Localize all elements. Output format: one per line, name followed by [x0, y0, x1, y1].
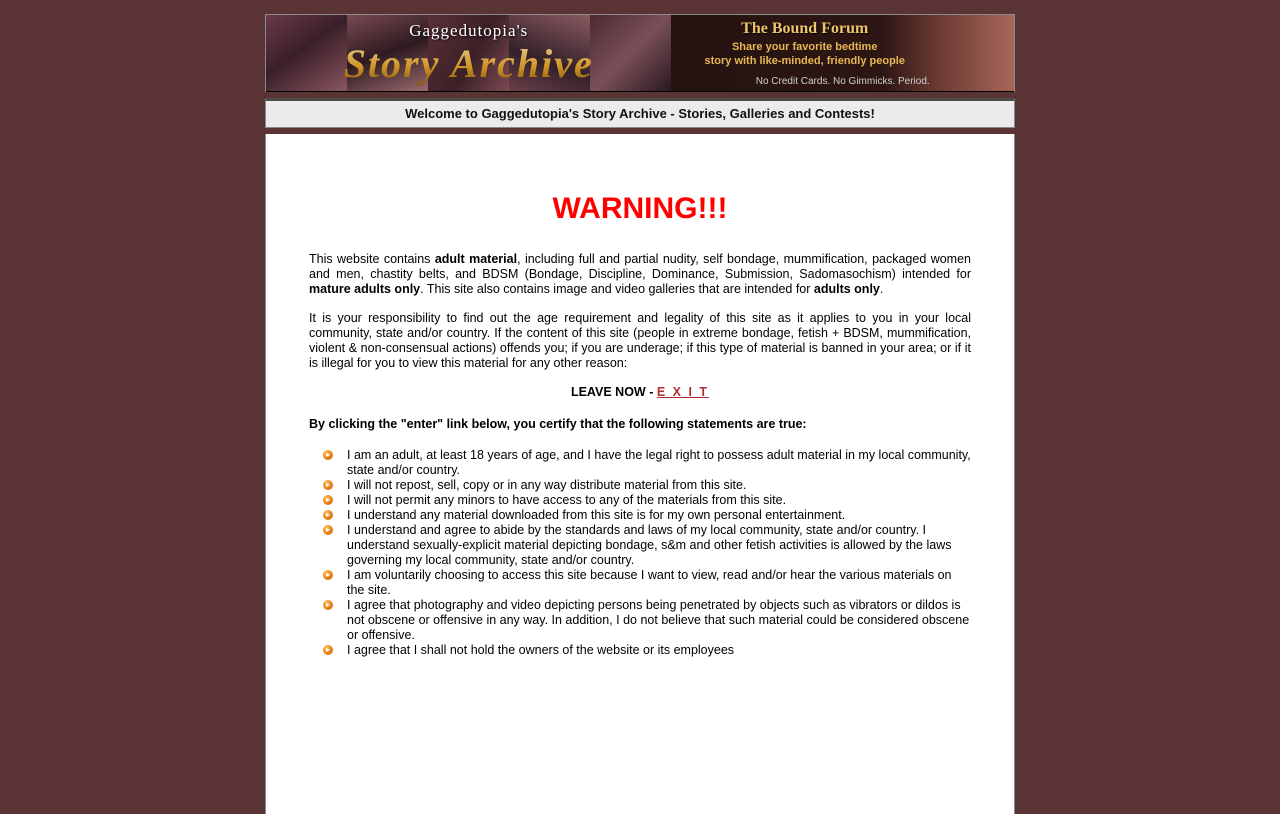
page-container	[265, 14, 1015, 814]
header-photo-1	[266, 15, 347, 91]
statement-text: I understand and agree to abide by the standards and laws of my local community, state and/or country. I understand sexually-explicit material depicting bondage, s&m and other fetish activities is allowed by the laws governing my local community, state and/or country.	[347, 523, 952, 567]
arrow-bullet-icon	[323, 570, 333, 580]
list-item	[335, 448, 971, 478]
header-photo-3	[428, 15, 509, 91]
para1-part1: This website contains	[309, 252, 435, 266]
ad-line-1: Share your favorite bedtime	[731, 41, 878, 53]
responsibility-paragraph: It is your responsibility to find out the age requirement and legality of this site as it applies to you in your local community, state and/or country. If the content of this site (people in extreme bondage, fetish + BDSM, mummification, violent & non-consensual actions) offends you; if you are underage; if this type of material is banned in your area; or if it is illegal for you to view this material for any other reason:	[309, 311, 971, 370]
exit-link[interactable]: E X I T	[656, 385, 710, 399]
list-item	[335, 508, 971, 523]
header-photo-strip	[266, 15, 671, 91]
statement-text: I am voluntarily choosing to access this site because I want to view, read and/or hear the various materials on the site.	[347, 568, 952, 597]
arrow-bullet-icon	[323, 525, 333, 535]
statement-text: I agree that photography and video depicting persons being penetrated by objects such as vibrators or dildos is not obscene or offensive in any way. In addition, I do not believe that such material could be considered obscene or offensive.	[347, 598, 970, 642]
statement-text: I am an adult, at least 18 years of age, and I have the legal right to possess adult material in my local community, state and/or country.	[347, 448, 971, 477]
bound-forum-ad-banner[interactable]	[671, 15, 1014, 91]
certify-heading: By clicking the "enter" link below, you certify that the following statements are true:	[309, 417, 807, 431]
page-title: WARNING!!!	[552, 192, 728, 225]
para1-part3: . This site also contains image and video galleries that are intended for	[420, 282, 814, 296]
list-item	[335, 598, 971, 643]
arrow-bullet-icon	[323, 495, 333, 505]
list-item	[335, 643, 971, 658]
logo-line-1: Gaggedutopia's	[409, 21, 529, 40]
statement-text: I understand any material downloaded from this site is for my own personal entertainment.	[347, 508, 846, 522]
ad-title: The Bound Forum	[741, 20, 869, 37]
ad-line-2: story with like-minded, friendly people	[704, 55, 905, 67]
arrow-bullet-icon	[323, 600, 333, 610]
para1-part2: , including full and partial nudity, self bondage, mummification, packaged women and men, chastity belts, and BDSM (Bondage, Discipline, Dominance, Submission, Sadomasochism) intended for	[309, 252, 972, 281]
welcome-bar: Welcome to Gaggedutopia's Story Archive - Stories, Galleries and Contests!	[265, 98, 1015, 128]
main-content	[265, 134, 1015, 814]
leave-now-label: LEAVE NOW -	[570, 385, 657, 399]
statement-text: I will not repost, sell, copy or in any way distribute material from this site.	[347, 478, 747, 492]
leave-now-line	[309, 385, 971, 399]
header-photo-2	[347, 15, 428, 91]
statement-text: I agree that I shall not hold the owners of the website or its employees	[347, 643, 735, 657]
list-item	[335, 493, 971, 508]
list-item	[335, 478, 971, 493]
para1-bold1: adult material	[434, 252, 518, 266]
adult-material-paragraph	[309, 252, 971, 297]
para1-bold2: mature adults only	[309, 282, 421, 296]
statements-list	[309, 448, 971, 658]
header-photo-4	[509, 15, 590, 91]
arrow-bullet-icon	[323, 450, 333, 460]
ad-footer-text: No Credit Cards. No Gimmicks. Period.	[755, 76, 930, 87]
arrow-bullet-icon	[323, 480, 333, 490]
para1-bold3: adults only	[813, 282, 880, 296]
site-logo-banner[interactable]	[266, 15, 671, 91]
list-item	[335, 523, 971, 568]
header-photo-5	[590, 15, 671, 91]
list-item	[335, 568, 971, 598]
statement-text: I will not permit any minors to have access to any of the materials from this site.	[347, 493, 787, 507]
para1-part4: .	[879, 282, 884, 296]
site-header	[265, 14, 1015, 92]
arrow-bullet-icon	[323, 645, 333, 655]
arrow-bullet-icon	[323, 510, 333, 520]
